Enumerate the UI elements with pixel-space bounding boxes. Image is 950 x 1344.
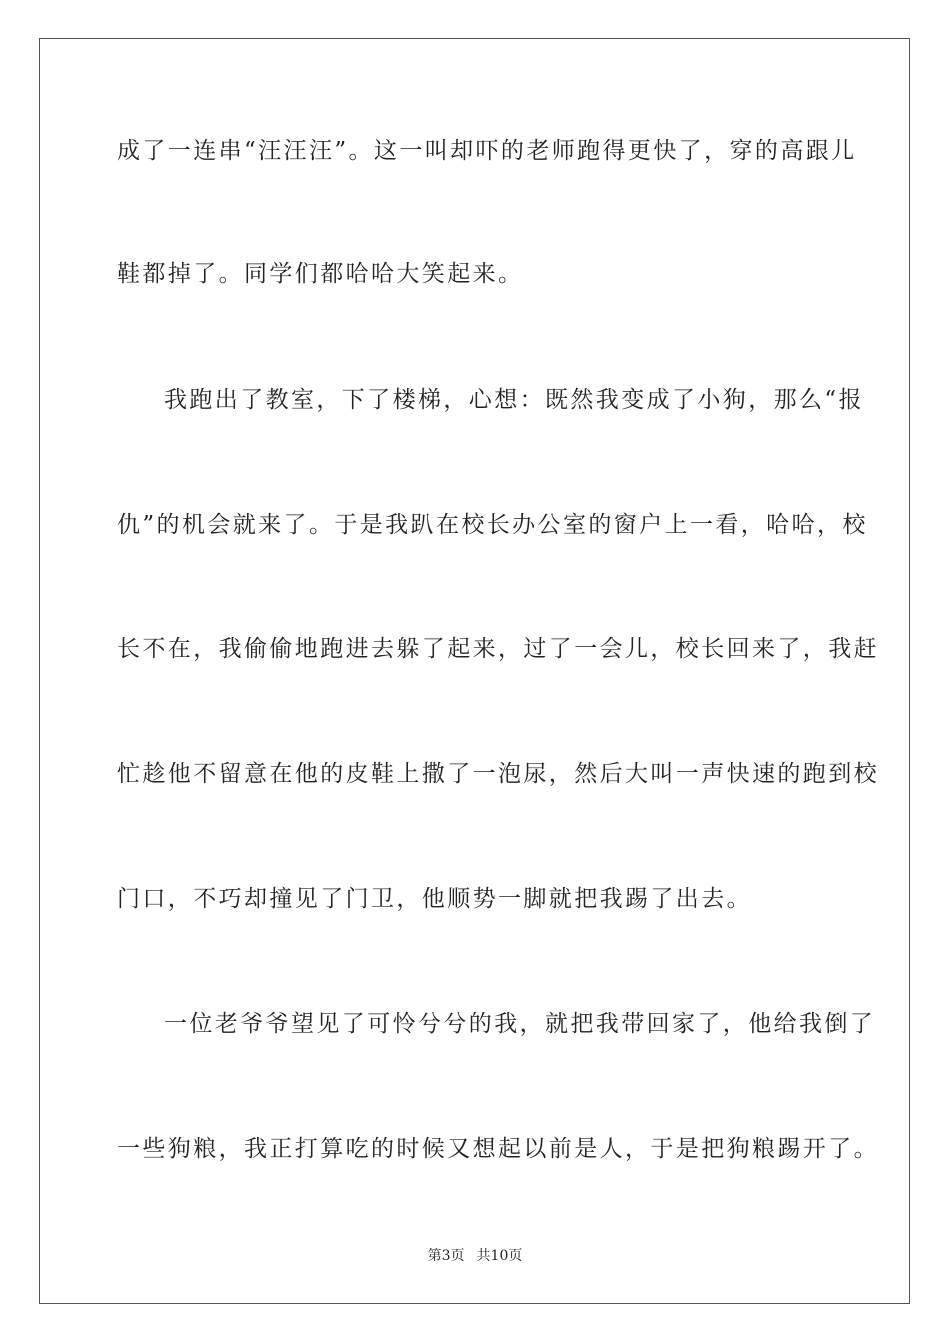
page-total: 共10页 <box>476 1248 523 1264</box>
page-number: 第3页 <box>427 1248 465 1264</box>
text-line-1: 成了一连串“汪汪汪”。这一叫却吓的老师跑得更快了，穿的高跟儿 <box>117 138 857 164</box>
text-line-9: 一些狗粮，我正打算吃的时候又想起以前是人，于是把狗粮踢开了。 <box>117 1136 879 1162</box>
text-line-6: 忙趁他不留意在他的皮鞋上撒了一泡尿，然后大叫一声快速的跑到校 <box>117 761 879 787</box>
text-line-5: 长不在，我偷偷地跑进去躲了起来，过了一会儿，校长回来了，我赶 <box>117 636 879 662</box>
text-line-7: 门口，不巧却撞见了门卫，他顺势一脚就把我踢了出去。 <box>117 886 752 912</box>
text-line-3: 我跑出了教室，下了楼梯，心想：既然我变成了小狗，那么“报 <box>164 387 864 413</box>
text-line-4: 仇”的机会就来了。于是我趴在校长办公室的窗户上一看，哈哈，校 <box>117 512 868 538</box>
page-border <box>39 38 910 1304</box>
text-line-8: 一位老爷爷望见了可怜兮兮的我，就把我带回家了，他给我倒了 <box>164 1011 876 1037</box>
page-footer <box>0 1245 950 1265</box>
text-line-2: 鞋都掉了。同学们都哈哈大笑起来。 <box>117 261 524 287</box>
